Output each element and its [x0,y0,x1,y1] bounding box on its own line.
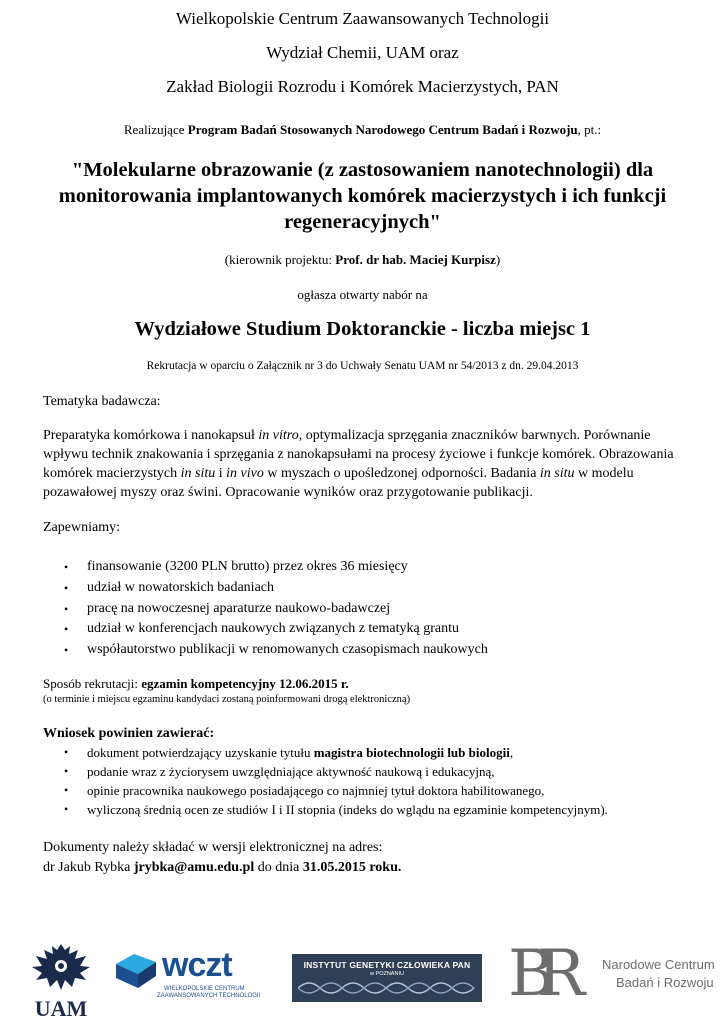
submission-line-1: Dokumenty należy składać w wersji elektronicznej na adres: [43,840,383,855]
wczt-cube-icon [112,950,160,990]
topic-italic-3: in vivo [226,466,264,481]
topic-text-2: , optymalizacja sprzęgania znaczników barwnych. Porównanie wpływu technik znakowania i sprzęgania z nanokapsułami na procesy życiowe i funkcje komórek. Obrazowania komórek macierzystych [43,428,674,481]
announcement: ogłasza otwarty nabór na [297,287,428,302]
list-item: • pracę na nowoczesnej aparaturze naukowo-badawczej [43,599,683,620]
submission-deadline: 31.05.2015 roku. [302,860,402,875]
manager-name: Prof. dr hab. Maciej Kurpisz [335,252,496,267]
research-topics-label: Tematyka badawcza: [43,394,161,409]
uam-logo-text: UAM [34,996,88,1021]
application-label: Wniosek powinien zawierać: [43,726,215,741]
header-line-3: Zakład Biologii Rozrodu i Komórek Macierzystych, PAN [166,77,559,96]
ncbr-logo [506,938,716,1022]
ncbr-mark: BR [508,937,568,1011]
realization-prefix: Realizujące [123,122,188,137]
study-heading: Wydziałowe Studium Doktoranckie - liczba miejsc 1 [134,318,591,340]
wczt-logo-text: wczt [162,946,232,984]
list-item: • opinie pracownika naukowego posiadającego co najmniej tytuł doktora habilitowanego, [43,781,693,800]
list-item: • finansowanie (3200 PLN brutto) przez okres 36 miesięcy [43,557,683,578]
ncbr-line-2: Badań i Rozwoju [616,975,714,990]
realization-line [0,122,725,138]
application-item-1-degree: magistra biotechnologii lub biologii [313,745,510,760]
offer-label: Zapewniamy: [43,520,120,535]
submission-line-2 [43,858,401,877]
application-item-1-prefix: dokument potwierdzający uzyskanie tytułu [87,745,314,760]
recruitment-method [43,675,349,692]
igc-pan-title: INSTYTUT GENETYKI CZŁOWIEKA PAN [303,960,471,970]
igc-pan-city: w POZNANIU [370,971,404,977]
recruitment-note: (o terminie i miejscu egzaminu kandydaci zostaną poinformowani drogą elektroniczną) [43,694,411,705]
application-list [43,743,693,819]
topic-text-5: w modelu pozawałowej myszy oraz świni. Opracowanie wyników oraz przygotowanie publikacji. [43,466,634,500]
project-manager [0,252,725,268]
application-item-1-suffix: , [509,745,514,760]
realization-suffix: , pt.: [577,122,602,137]
research-topics-text [43,426,683,502]
submission-contact: dr Jakub Rybka [43,860,134,875]
list-item [43,743,693,762]
topic-italic-4: in situ [539,466,575,481]
topic-italic-1: in vitro [258,428,299,443]
wczt-subtitle-2: ZAAWANSOWANYCH TECHNOLOGII [157,993,261,999]
ncbr-line-1: Narodowe Centrum [602,957,715,972]
topic-text-3: i [215,466,227,481]
list-item: • udział w nowatorskich badaniach [43,578,683,599]
uam-logo [26,940,96,1020]
topic-italic-2: in situ [180,466,216,481]
wczt-logo [112,946,262,1016]
list-item: • udział w konferencjach naukowych związanych z tematyką grantu [43,619,683,640]
recruitment-prefix: Sposób rekrutacji: [43,676,142,691]
manager-prefix: (kierownik projektu: [224,252,336,267]
program-name: Program Badań Stosowanych Narodowego Centrum Badań i Rozwoju [187,122,578,137]
dna-helix-icon [298,978,476,998]
topic-text-1: Preparatyka komórkowa i nanokapsuł [43,428,259,443]
topic-text-4: w myszach o upośledzonej odporności. Badania [263,466,540,481]
header-line-1: Wielkopolskie Centrum Zaawansowanych Technologii [175,9,550,28]
list-item: • podanie wraz z życiorysem uwzględniające aktywność naukową i edukacyjną, [43,762,693,781]
recruitment-exam: egzamin kompetencyjny 12.06.2015 r. [141,676,349,691]
offer-list [43,557,683,661]
recruitment-basis: Rekrutacja w oparciu o Załącznik nr 3 do Uchwały Senatu UAM nr 54/2013 z dn. 29.04.2013 [146,360,579,372]
uam-eagle-icon [26,940,96,994]
header-line-2: Wydział Chemii, UAM oraz [266,43,459,62]
submission-email: jrybka@amu.edu.pl [133,860,255,875]
igc-pan-logo [292,954,482,1002]
project-title: "Molekularne obrazowanie (z zastosowaniem nanotechnologii) dla monitorowania implantowanych komórek macierzystych i ich funkcji regeneracyjnych" [58,159,667,233]
submission-middle: do dnia [254,860,303,875]
list-item: • współautorstwo publikacji w renomowanych czasopismach naukowych [43,640,683,661]
manager-suffix: ) [495,252,501,267]
logo-strip [0,936,725,1024]
wczt-subtitle-1: WIELKOPOLSKIE CENTRUM [164,986,245,992]
list-item: • wyliczoną średnią ocen ze studiów I i II stopnia (indeks do wglądu na egzaminie kompetencyjnym). [43,800,693,819]
